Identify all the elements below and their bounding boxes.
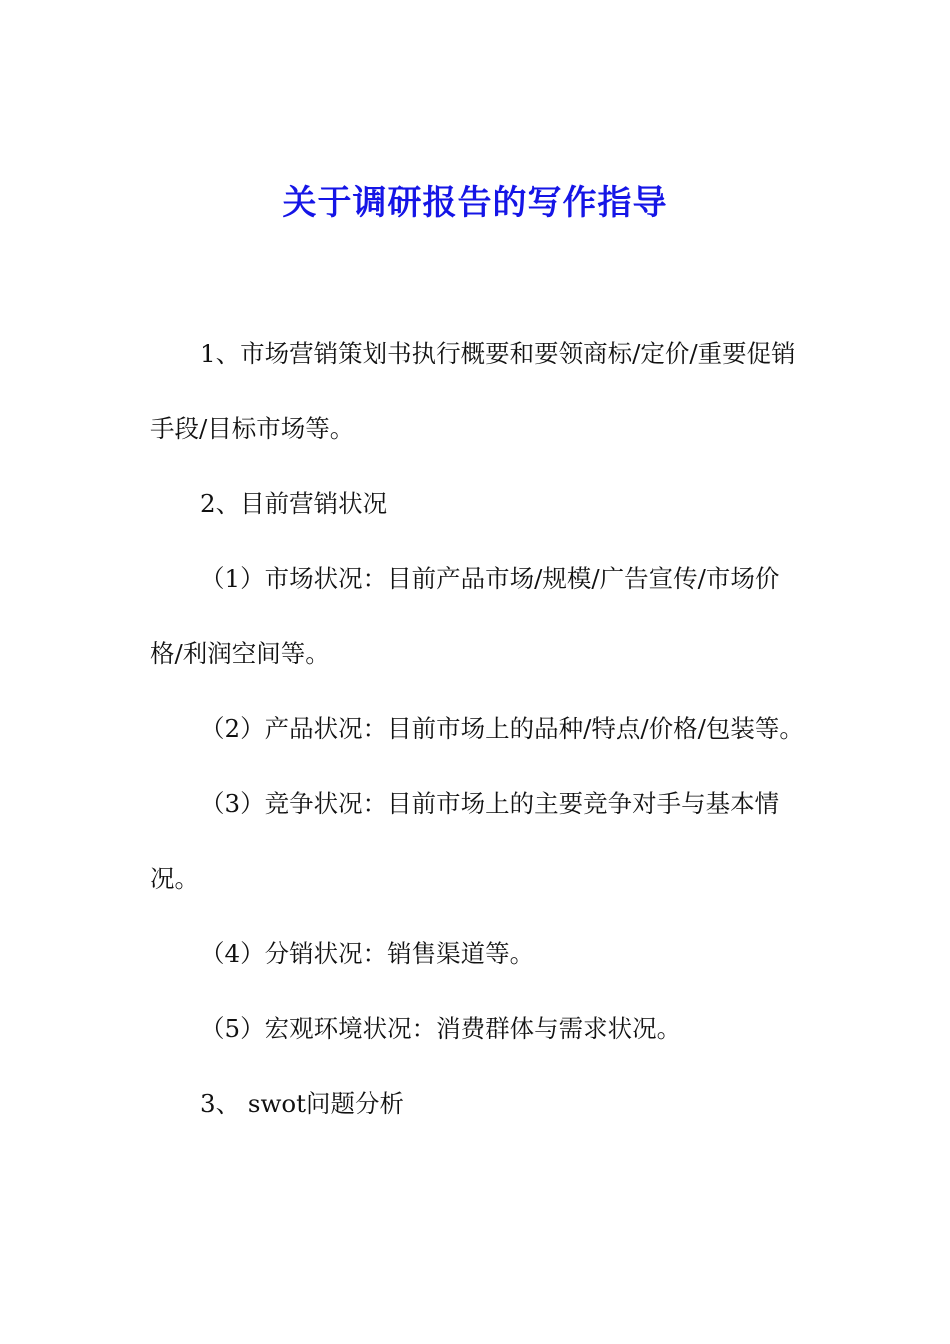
paragraph-competition-status: （3）竞争状况：目前市场上的主要竞争对手与基本情况。 <box>150 789 780 893</box>
document-body <box>150 316 806 1141</box>
paragraph-current-marketing-status: 2、目前营销状况 <box>200 489 388 518</box>
paragraph-executive-summary: 1、市场营销策划书执行概要和要领商标/定价/重要促销手段/目标市场等。 <box>150 339 796 443</box>
paragraph-distribution-status: （4）分销状况：销售渠道等。 <box>200 939 535 968</box>
paragraph-swot-analysis: 3、 swot问题分析 <box>200 1089 405 1118</box>
paragraph-market-status: （1）市场状况：目前产品市场/规模/广告宣传/市场价格/利润空间等。 <box>150 564 780 668</box>
document-title: 关于调研报告的写作指导 <box>282 183 668 223</box>
paragraph-product-status: （2）产品状况：目前市场上的品种/特点/价格/包装等。 <box>200 714 804 743</box>
paragraph-macro-environment-status: （5）宏观环境状况：消费群体与需求状况。 <box>200 1014 682 1043</box>
